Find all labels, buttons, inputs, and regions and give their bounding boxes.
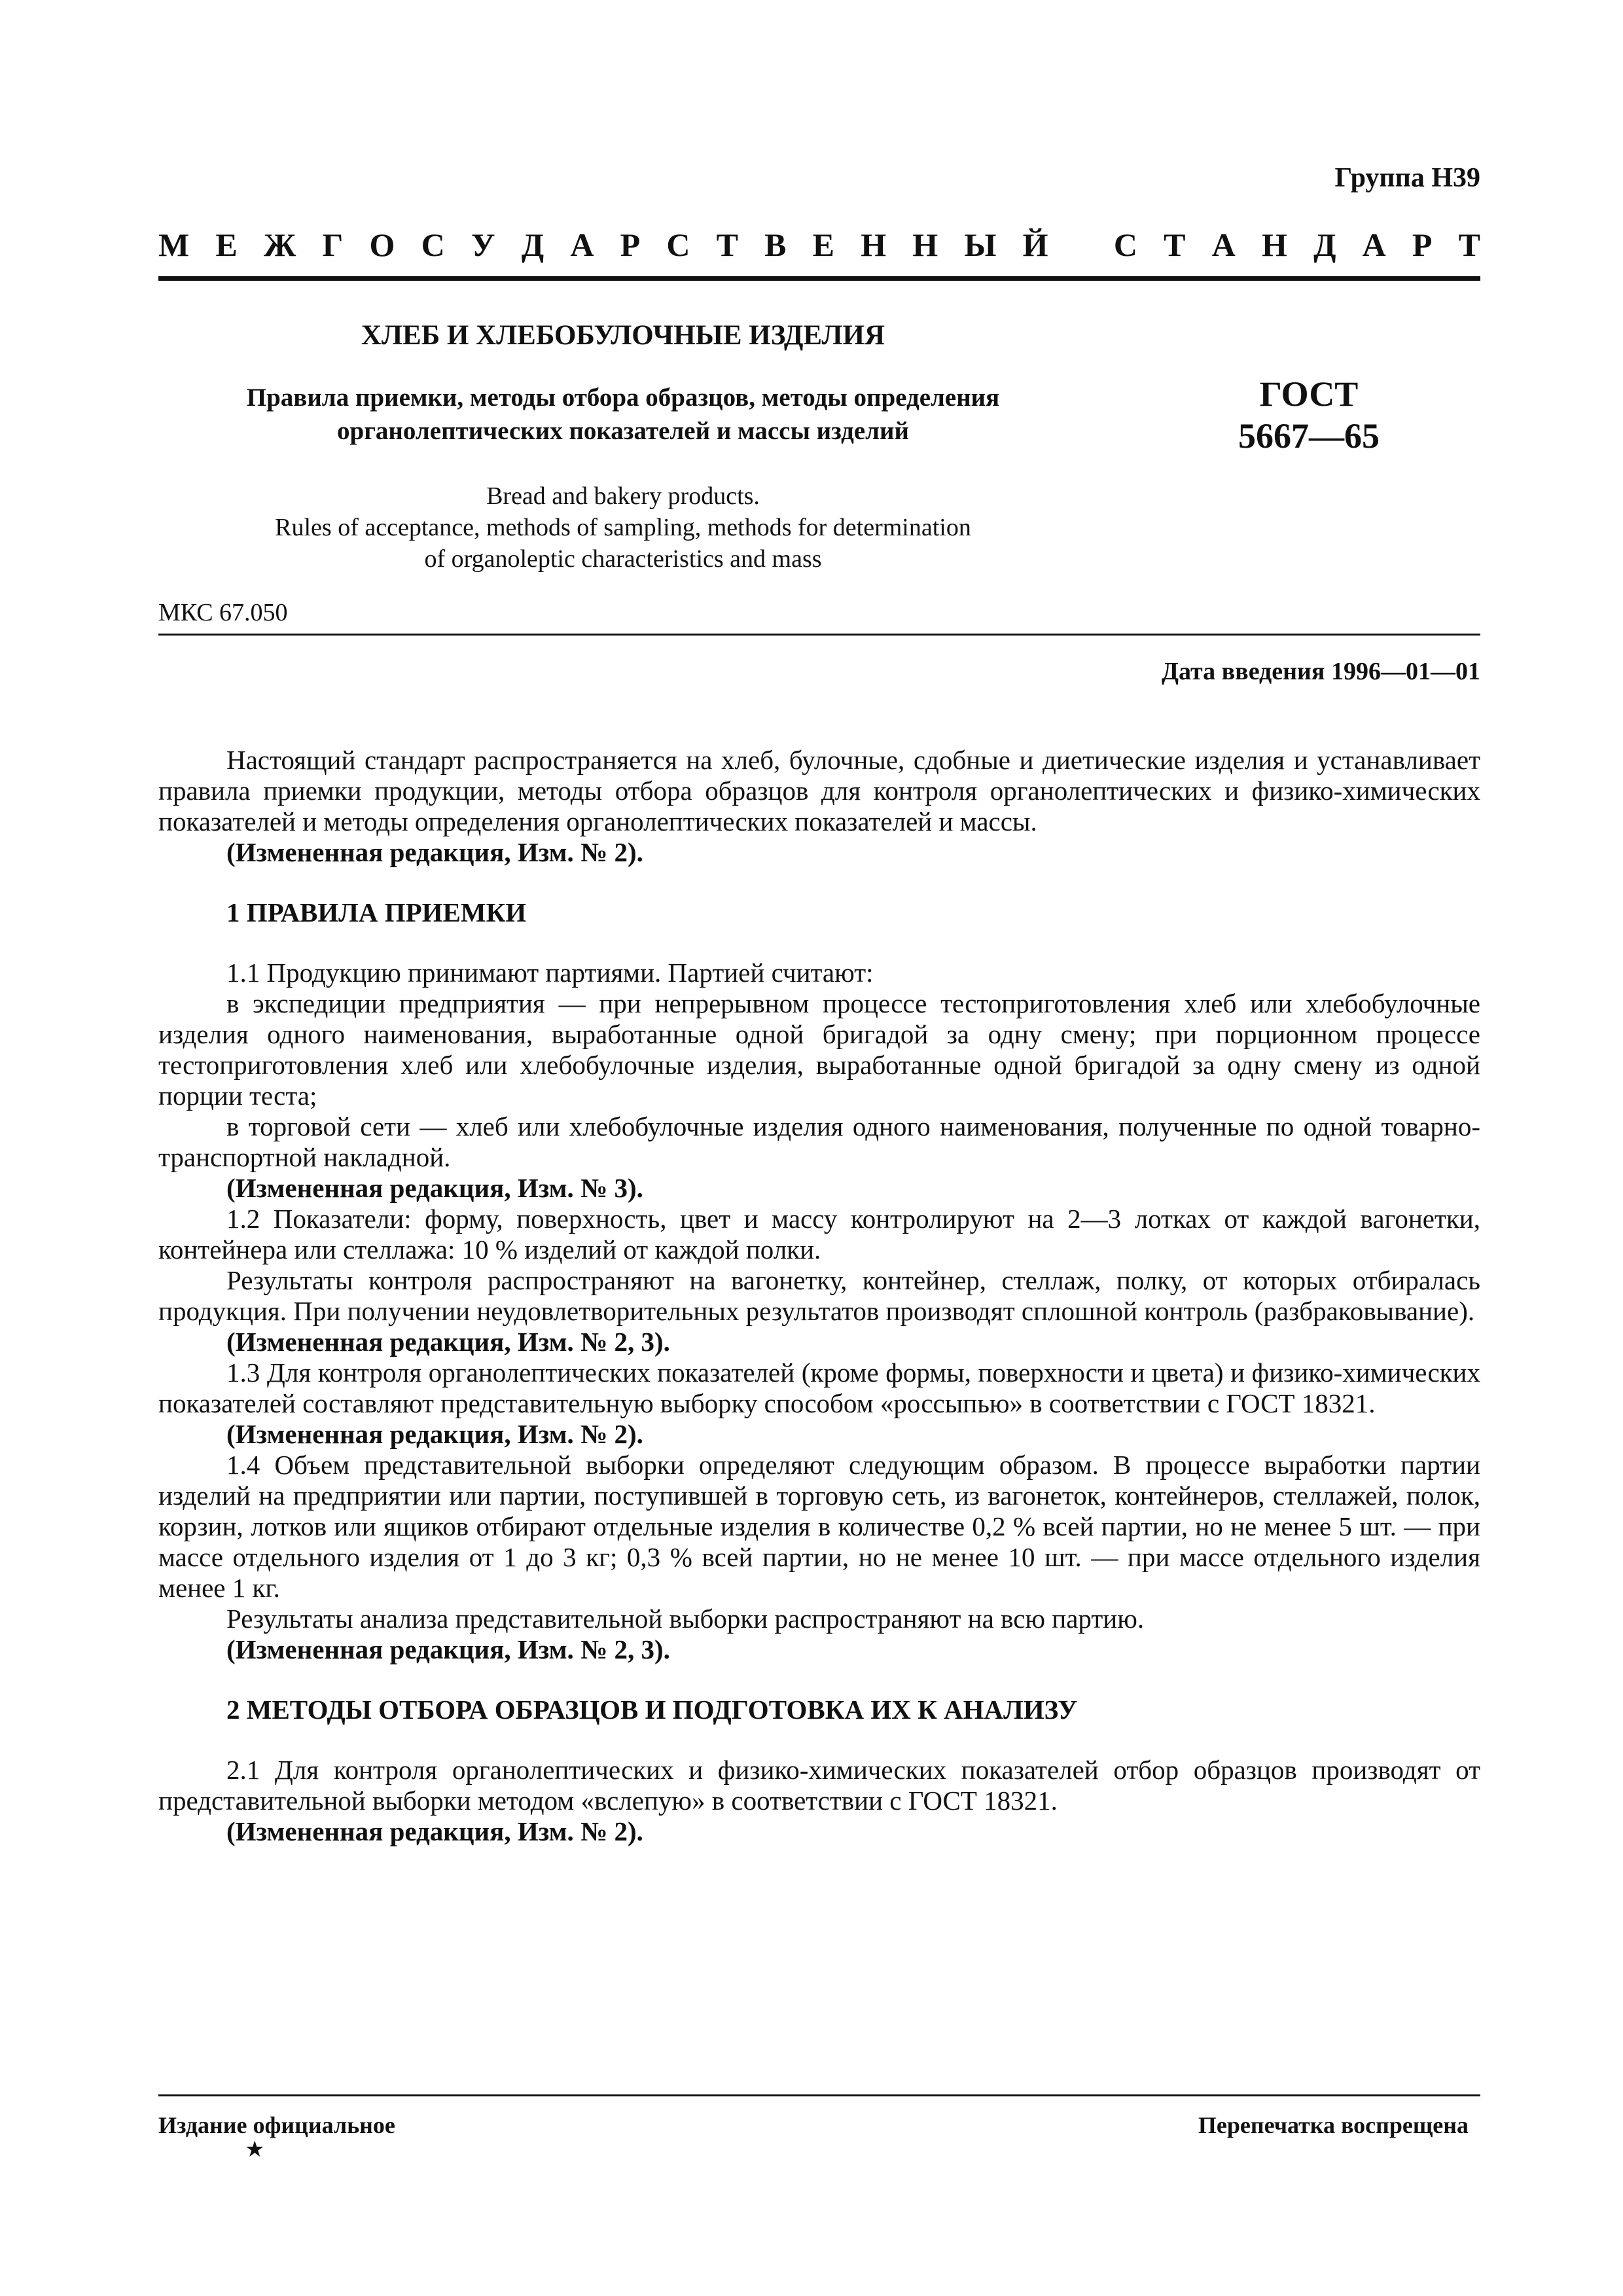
gost-label: ГОСТ bbox=[1259, 374, 1359, 414]
banner-letter: М bbox=[158, 226, 190, 263]
banner-letter: А bbox=[1211, 226, 1236, 263]
clause-1-2: 1.2 Показатели: форму, поверхность, цвет и массу контролируют на 2—3 лотках от каждой вагонетки, контейнера или стеллажа: 10 % изделий от каждой полки. bbox=[158, 1204, 1480, 1265]
banner-letter: А bbox=[570, 226, 594, 263]
clause-1-1: 1.1 Продукцию принимают партиями. Партией считают: bbox=[226, 958, 874, 988]
amendment-note: (Измененная редакция, Изм. № 2). bbox=[226, 1419, 643, 1449]
banner-letter: Е bbox=[812, 226, 835, 263]
banner-letter: Д bbox=[521, 226, 544, 263]
banner-letter: Н bbox=[1261, 226, 1287, 263]
banner-letter: У bbox=[471, 226, 495, 263]
standard-banner bbox=[158, 226, 1480, 264]
subtitle-line-2: органолептических показателей и массы изделий bbox=[337, 417, 909, 445]
banner-letter: Ж bbox=[263, 226, 296, 263]
banner-letter: А bbox=[1362, 226, 1386, 263]
section-1-heading: 1 ПРАВИЛА ПРИЕМКИ bbox=[226, 897, 527, 927]
section-2-heading: 2 МЕТОДЫ ОТБОРА ОБРАЗЦОВ И ПОДГОТОВКА ИХ К АНАЛИЗУ bbox=[226, 1695, 1078, 1725]
document-subtitle bbox=[158, 381, 1088, 448]
clause-1-1-b: в торговой сети — хлеб или хлебобулочные изделия одного наименования, полученные по одной товарно-транспортной накладной. bbox=[158, 1111, 1480, 1172]
document-title: ХЛЕБ И ХЛЕБОБУЛОЧНЫЕ ИЗДЕЛИЯ bbox=[361, 320, 885, 351]
english-title-line-1: Bread and bakery products. bbox=[486, 482, 760, 510]
gost-designation bbox=[1171, 373, 1446, 457]
english-title-line-2: Rules of acceptance, methods of sampling, methods for determination bbox=[275, 514, 971, 541]
gost-number: 5667—65 bbox=[1238, 416, 1380, 456]
header-thin-rule bbox=[158, 634, 1480, 636]
banner-letter: В bbox=[764, 226, 787, 263]
banner-letter: С bbox=[666, 226, 690, 263]
amendment-note: (Измененная редакция, Изм. № 2, 3). bbox=[226, 1634, 670, 1664]
clause-1-4: 1.4 Объем представительной выборки определяют следующим образом. В процессе выработки партии изделий на предприятии или партии, поступившей в торговую сеть, из вагонеток, контейнеров, стеллажей, полок, корзин, лотков или ящиков отбирают отдельные изделия в количестве 0,2 % всей партии, но не менее 5 шт. — при массе отдельного изделия от 1 до 3 кг; 0,3 % всей партии, но не менее 10 шт. — при массе отдельного изделия менее 1 кг. bbox=[158, 1450, 1480, 1603]
amendment-note: (Измененная редакция, Изм. № 3). bbox=[226, 1173, 643, 1203]
banner-letter: С bbox=[421, 226, 445, 263]
amendment-note: (Измененная редакция, Изм. № 2). bbox=[226, 1816, 643, 1846]
banner-letter: О bbox=[369, 226, 395, 263]
star-icon: ★ bbox=[245, 2136, 265, 2162]
english-title bbox=[158, 480, 1088, 575]
clause-2-1: 2.1 Для контроля органолептических и физико-химических показателей отбор образцов производят от представительной выборки методом «вслепую» в соответствии с ГОСТ 18321. bbox=[158, 1755, 1480, 1816]
mks-code: МКС 67.050 bbox=[158, 599, 288, 626]
banner-letter: Е bbox=[215, 226, 238, 263]
banner-letter: С bbox=[1113, 226, 1137, 263]
clause-1-4-b: Результаты анализа представительной выборки распространяют на всю партию. bbox=[226, 1604, 1145, 1634]
clause-1-2-b: Результаты контроля распространяют на вагонетку, контейнер, стеллаж, полку, от которых отбиралась продукция. При получении неудовлетворительных результатов производят сплошной контроль (разбраковывание). bbox=[158, 1265, 1480, 1326]
banner-letter: Р bbox=[1412, 226, 1433, 263]
group-label: Группа Н39 bbox=[1334, 163, 1480, 193]
document-body bbox=[158, 745, 1480, 1847]
footer-rule bbox=[158, 2094, 1480, 2096]
amendment-note: (Измененная редакция, Изм. № 2). bbox=[226, 837, 643, 867]
intro-paragraph: Настоящий стандарт распространяется на хлеб, булочные, сдобные и диетические изделия и устанавливает правила приемки продукции, методы отбора образцов для контроля органолептических и физико-химических показателей и методы определения органолептических показателей и массы. bbox=[158, 745, 1480, 836]
introduction-date: Дата введения 1996—01—01 bbox=[1161, 658, 1480, 685]
amendment-note: (Измененная редакция, Изм. № 2, 3). bbox=[226, 1327, 670, 1357]
banner-letter: Т bbox=[1458, 226, 1480, 263]
banner-letter: Т bbox=[1164, 226, 1186, 263]
banner-gap bbox=[1075, 226, 1088, 264]
banner-letter: Т bbox=[716, 226, 738, 263]
english-title-line-3: of organoleptic characteristics and mass bbox=[424, 545, 822, 573]
banner-letter: Д bbox=[1313, 226, 1336, 263]
banner-letter: Г bbox=[322, 226, 344, 263]
banner-letter: Й bbox=[1022, 226, 1048, 263]
banner-letter: Н bbox=[861, 226, 887, 263]
banner-letter: Р bbox=[620, 226, 641, 263]
banner-letter: Н bbox=[912, 226, 938, 263]
clause-1-3: 1.3 Для контроля органолептических показателей (кроме формы, поверхности и цвета) и физико-химических показателей составляют представительную выборку способом «россыпью» в соответствии с ГОСТ 18321. bbox=[158, 1357, 1480, 1418]
banner-letter: Ы bbox=[964, 226, 997, 263]
official-edition-label: Издание официальное bbox=[158, 2112, 395, 2138]
clause-1-1-a: в экспедиции предприятия — при непрерывном процессе тестоприготовления хлеб или хлебобулочные изделия одного наименования, выработанные одной бригадой за одну смену; при порционном процессе тестоприготовления хлеб или хлебобулочные изделия, выработанные одной бригадой за одну смену из одной порции теста; bbox=[158, 988, 1480, 1111]
subtitle-line-1: Правила приемки, методы отбора образцов, методы определения bbox=[246, 384, 1000, 412]
header-thick-rule bbox=[158, 276, 1480, 281]
reprint-prohibited-label: Перепечатка воспрещена bbox=[1198, 2112, 1469, 2138]
